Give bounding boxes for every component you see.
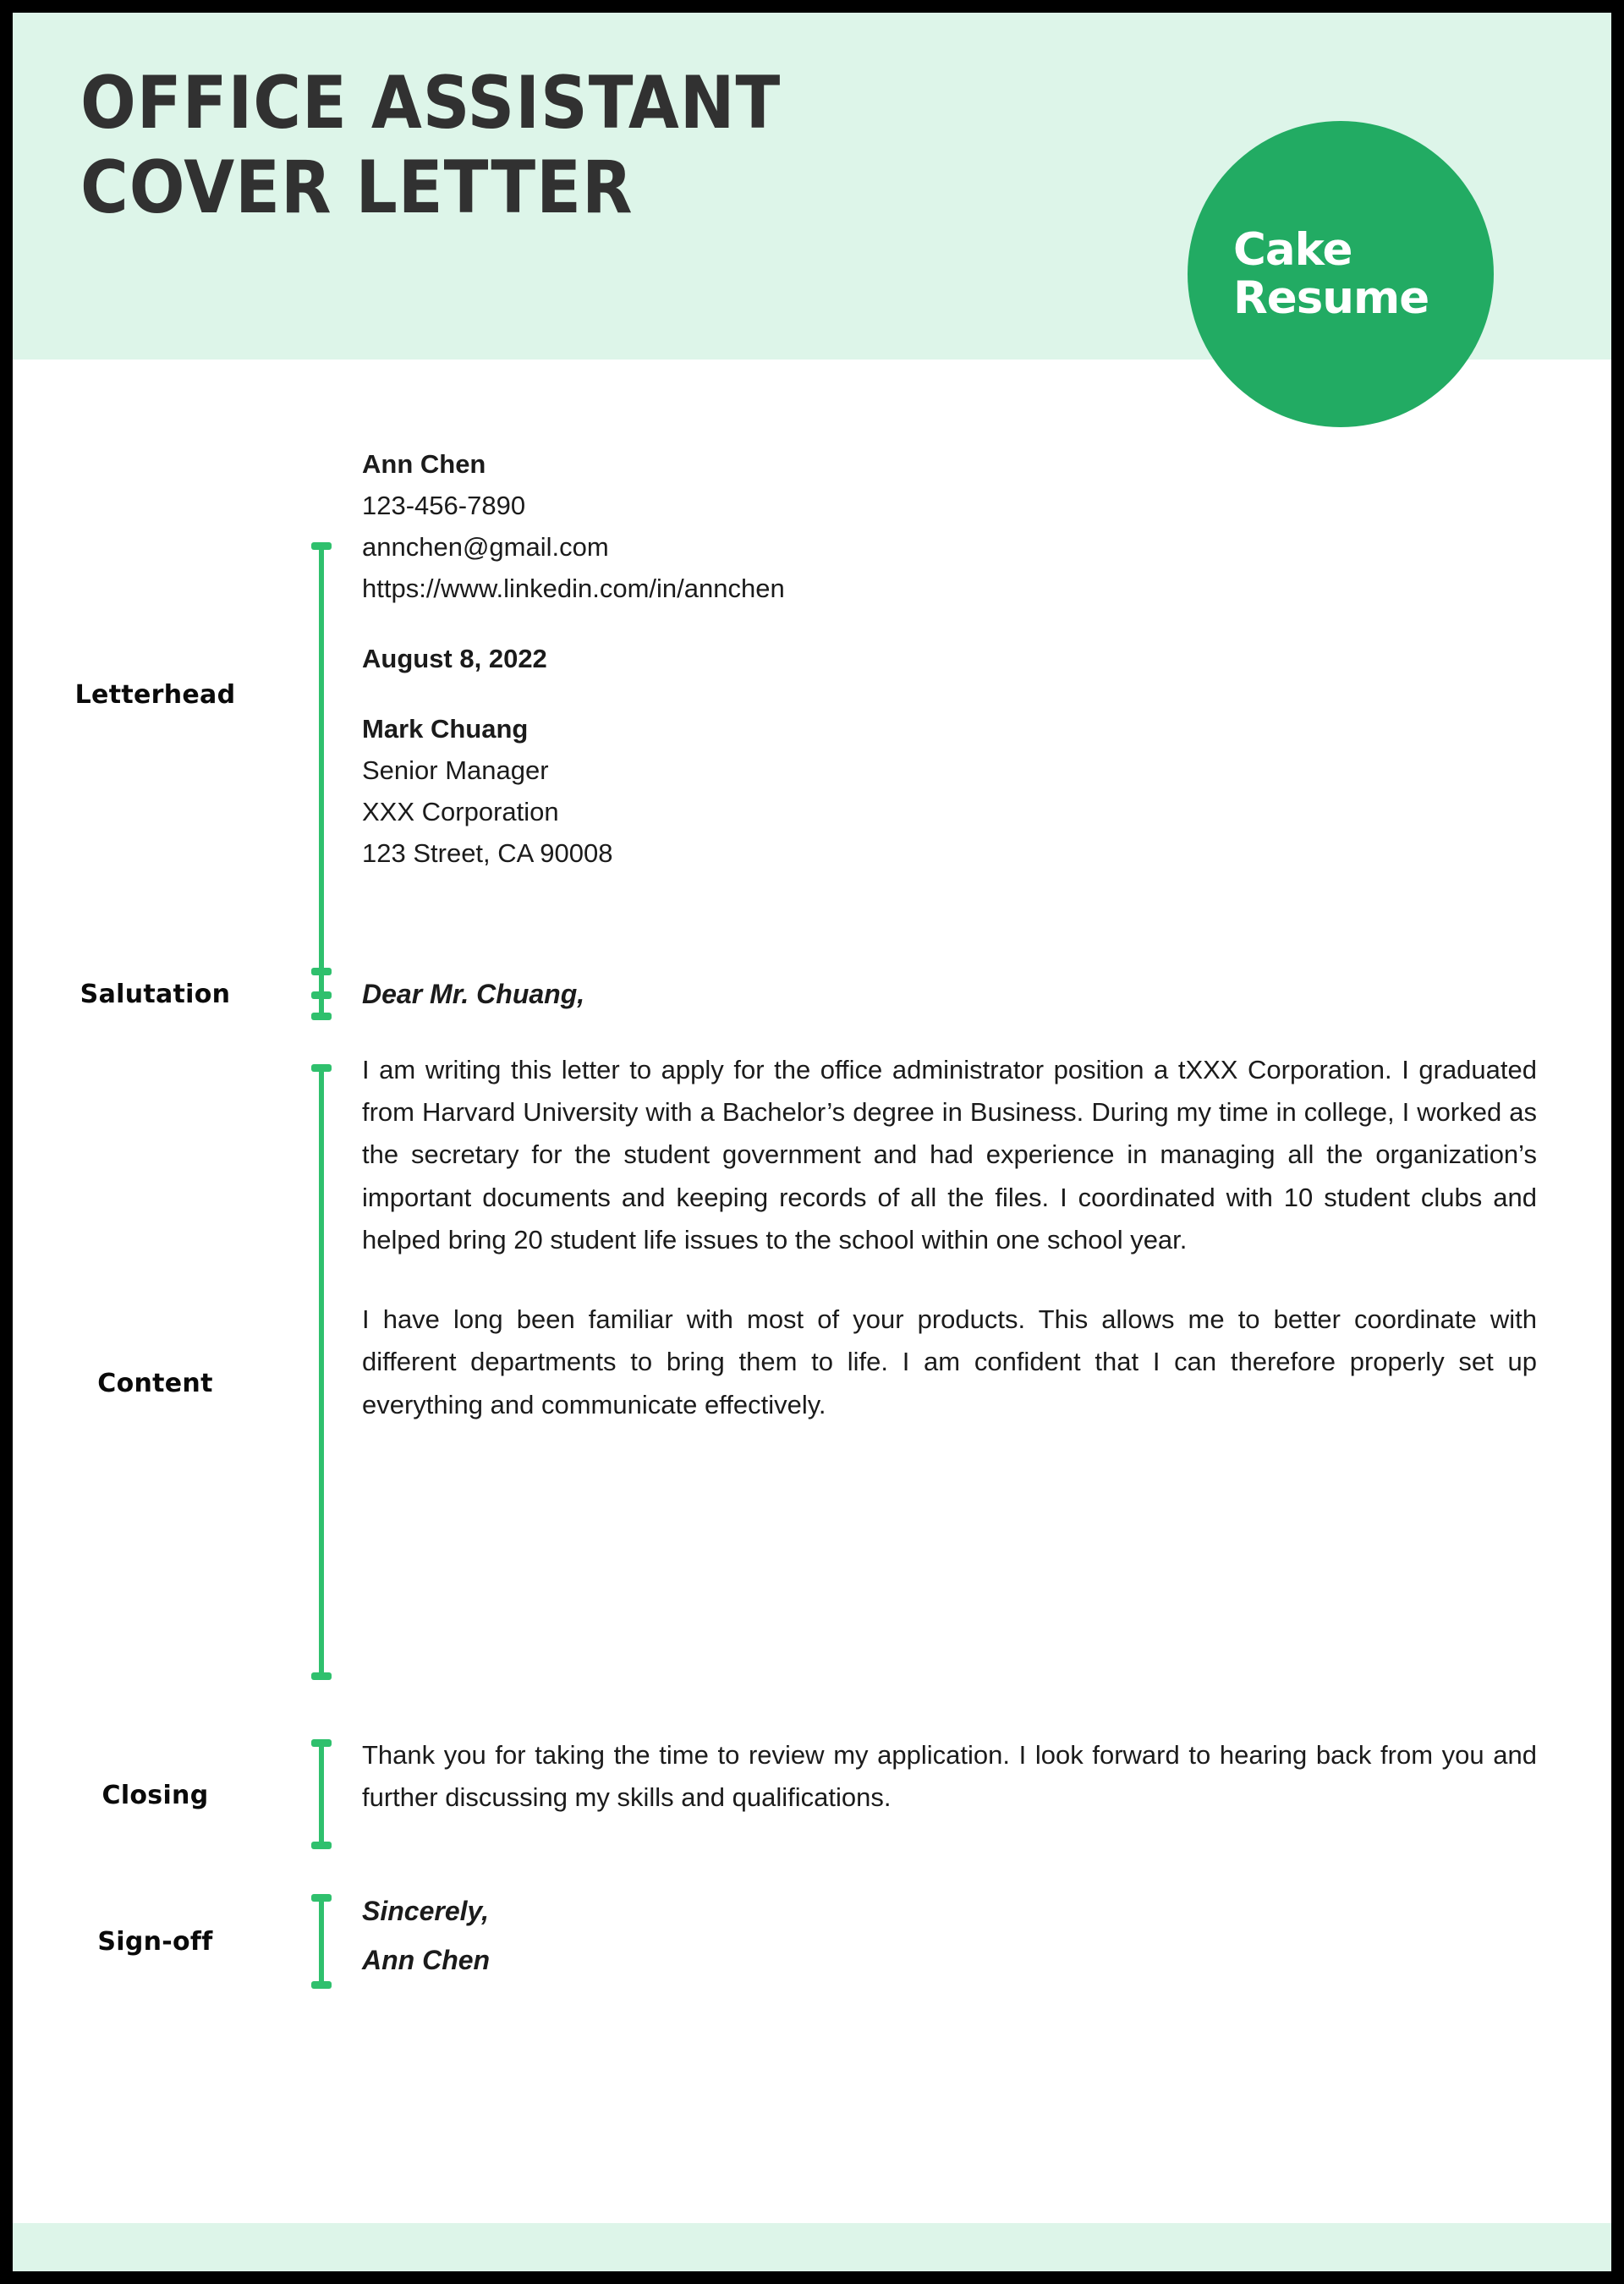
bracket-cap-bottom-icon <box>311 1981 332 1989</box>
salutation-content <box>338 980 1611 1007</box>
bracket-signoff <box>304 1894 338 1989</box>
recipient-address: 123 Street, CA 90008 <box>362 838 613 868</box>
closing-paragraph: Thank you for taking the time to review my application. I look forward to hearing back from you and further discussing my skills and qualifications. <box>362 1740 1537 1813</box>
letter-body <box>13 360 1611 2009</box>
signoff-line-2: Ann Chen <box>362 1945 491 1975</box>
bracket-stem-icon <box>319 542 324 999</box>
recipient-company: XXX Corporation <box>362 797 559 826</box>
page-title-line-1: OFFICE ASSISTANT <box>80 61 782 145</box>
section-letterhead <box>13 360 1611 939</box>
page-title-line-2: COVER LETTER <box>80 145 634 230</box>
section-label-closing: Closing <box>102 1781 209 1810</box>
bracket-cap-bottom-icon <box>311 1013 332 1020</box>
section-label-letterhead: Letterhead <box>74 680 236 710</box>
sender-phone: 123-456-7890 <box>362 491 526 520</box>
bracket-letterhead <box>304 542 338 999</box>
sender-linkedin: https://www.linkedin.com/in/annchen <box>362 574 785 603</box>
bracket-salutation <box>304 968 338 1020</box>
logo-text-line-1: Cake <box>1233 223 1352 276</box>
sender-email: annchen@gmail.com <box>362 532 609 562</box>
bracket-cap-bottom-icon <box>311 1672 332 1680</box>
closing-body <box>338 1717 1611 1874</box>
letterhead-content <box>338 451 1611 939</box>
bracket-stem-icon <box>319 1894 324 1989</box>
bracket-content <box>304 1064 338 1680</box>
bracket-stem-icon <box>319 1064 324 1680</box>
salutation-text: Dear Mr. Chuang, <box>362 979 585 1009</box>
cover-letter-page <box>13 13 1611 2271</box>
sender-name: Ann Chen <box>362 449 486 479</box>
recipient-title: Senior Manager <box>362 755 549 785</box>
footer-band <box>13 2223 1611 2271</box>
bracket-stem-icon <box>319 1739 324 1849</box>
bracket-cap-bottom-icon <box>311 1842 332 1849</box>
recipient-name: Mark Chuang <box>362 714 529 744</box>
bracket-closing <box>304 1739 338 1849</box>
letter-date: August 8, 2022 <box>362 644 547 673</box>
signoff-body <box>338 1874 1611 2009</box>
section-signoff <box>13 1874 1611 2009</box>
page-title <box>80 62 1078 231</box>
section-content <box>13 1049 1611 1717</box>
content-paragraph-1: I am writing this letter to apply for the office administrator position a tXXX Corporation. I graduated from Harvard University with a Bachelor’s degree in Business. During my time in college, I worked as the secretary for the student government and had experience in managing all the organization’s important documents and keeping records of all the files. I coordinated with 10 student clubs and helped bring 20 student life issues to the school within one school year. <box>362 1055 1537 1255</box>
section-label-content: Content <box>97 1368 213 1398</box>
section-label-salutation: Salutation <box>80 979 231 1009</box>
section-label-signoff: Sign-off <box>97 1926 213 1957</box>
signoff-line-1: Sincerely, <box>362 1896 490 1926</box>
section-closing <box>13 1717 1611 1874</box>
section-salutation <box>13 939 1611 1049</box>
content-paragraph-2: I have long been familiar with most of your products. This allows me to better coordinate with different departments to bring them to life. I am confident that I can therefore properly set up everything and communicate effectively. <box>362 1304 1537 1419</box>
logo-text-line-2: Resume <box>1233 272 1429 324</box>
content-body <box>338 1049 1611 1717</box>
